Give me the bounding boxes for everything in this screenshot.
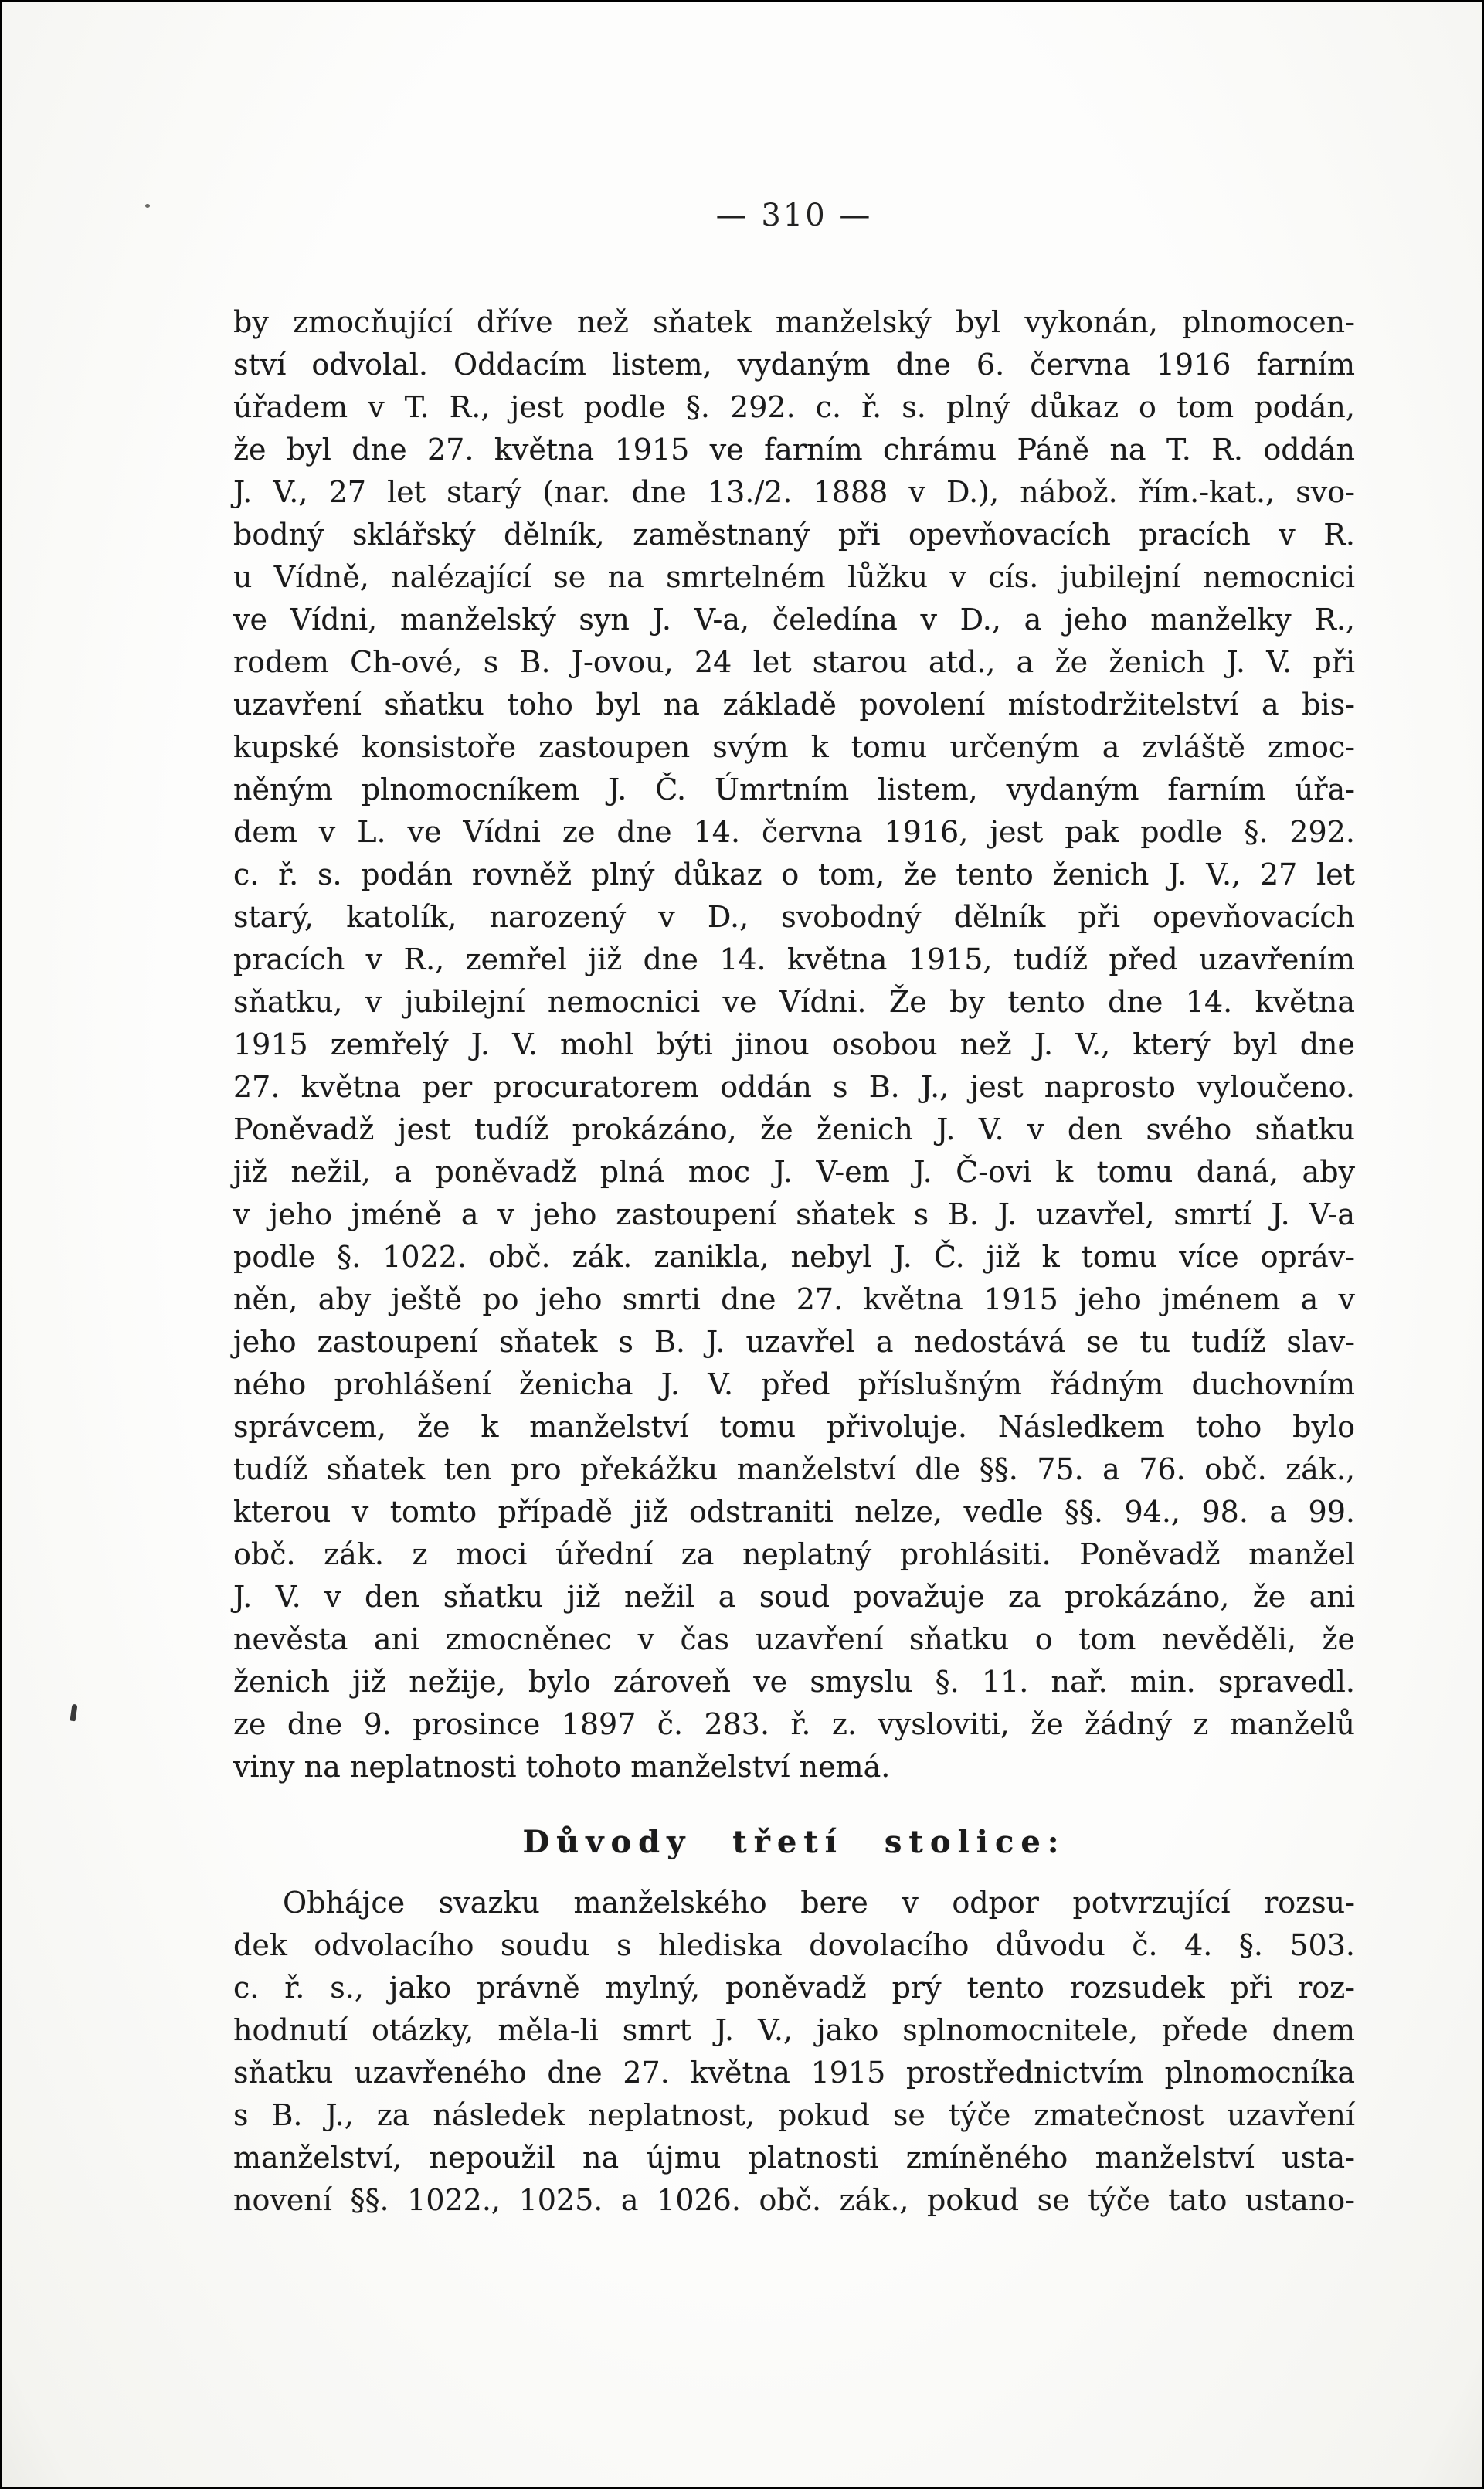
text-line: dem v L. ve Vídni ze dne 14. června 1916, jest pak podle §. 292. xyxy=(233,815,1355,849)
text-line: by zmocňující dříve než sňatek manželský byl vykonán, plnomocen- xyxy=(233,305,1355,339)
text-line: starý, katolík, narozený v D., svobodný dělník při opevňovacích xyxy=(233,900,1355,934)
text-line: ství odvolal. Oddacím listem, vydaným dne 6. června 1916 farním xyxy=(233,348,1355,382)
text-line: J. V. v den sňatku již nežil a soud považuje za prokázáno, že ani xyxy=(233,1580,1355,1614)
text-line: něn, aby ještě po jeho smrti dne 27. května 1915 jeho jménem a v xyxy=(233,1282,1355,1316)
text-line: 27. května per procuratorem oddán s B. J., jest naprosto vyloučeno. xyxy=(233,1070,1355,1104)
text-line: dek odvolacího soudu s hlediska dovolacího důvodu č. 4. §. 503. xyxy=(233,1928,1355,1962)
text-line: pracích v R., zemřel již dne 14. května 1915, tudíž před uzavřením xyxy=(233,942,1355,976)
text-line: ze dne 9. prosince 1897 č. 283. ř. z. vysloviti, že žádný z manželů xyxy=(233,1707,1355,1741)
text-line: ve Vídni, manželský syn J. V-a, čeledína v D., a jeho manželky R., xyxy=(233,603,1355,637)
text-line: sňatku, v jubilejní nemocnici ve Vídni. Že by tento dne 14. května xyxy=(233,985,1355,1019)
text-block xyxy=(233,301,1355,2222)
scan-noise-dot xyxy=(145,204,150,208)
text-line: Poněvadž jest tudíž prokázáno, že ženich J. V. v den svého sňatku xyxy=(233,1112,1355,1146)
paragraph-third-instance-reasons xyxy=(233,1882,1355,2222)
text-line: sňatku uzavřeného dne 27. května 1915 prostřednictvím plnomocníka xyxy=(233,2056,1355,2090)
text-line: v jeho jméně a v jeho zastoupení sňatek s B. J. uzavřel, smrtí J. V-a xyxy=(233,1197,1355,1231)
text-line: jeho zastoupení sňatek s B. J. uzavřel a nedostává se tu tudíž slav- xyxy=(233,1325,1355,1359)
paragraph-second-instance-reasons xyxy=(233,301,1355,1788)
text-line: Obhájce svazku manželského bere v odpor potvrzující rozsu- xyxy=(283,1886,1355,1920)
text-line: manželství, nepoužil na újmu platnosti zmíněného manželství usta- xyxy=(233,2141,1355,2175)
text-line: ženich již nežije, bylo zároveň ve smyslu §. 11. nař. min. spravedl. xyxy=(233,1665,1355,1699)
text-line: obč. zák. z moci úřední za neplatný prohlásiti. Poněvadž manžel xyxy=(233,1537,1355,1571)
text-line: c. ř. s. podán rovněž plný důkaz o tom, že tento ženich J. V., 27 let xyxy=(233,857,1355,891)
text-line: že byl dne 27. května 1915 ve farním chrámu Páně na T. R. oddán xyxy=(233,433,1355,467)
text-line: něným plnomocníkem J. Č. Úmrtním listem, vydaným farním úřa- xyxy=(233,773,1355,806)
text-line: správcem, že k manželství tomu přivoluje. Následkem toho bylo xyxy=(233,1410,1355,1444)
section-heading-third-instance-reasons: Důvody třetí stolice: xyxy=(522,1824,1066,1860)
page-number: — 310 — xyxy=(715,198,873,233)
text-line: viny na neplatnosti tohoto manželství nemá. xyxy=(233,1750,891,1784)
text-line: s B. J., za následek neplatnost, pokud se týče zmatečnost uzavření xyxy=(233,2098,1355,2132)
text-line: již nežil, a poněvadž plná moc J. V-em J. Č-ovi k tomu daná, aby xyxy=(233,1155,1355,1189)
text-line: ného prohlášení ženicha J. V. před příslušným řádným duchovním xyxy=(233,1367,1355,1401)
text-line: 1915 zemřelý J. V. mohl býti jinou osobou než J. V., který byl dne xyxy=(233,1027,1355,1061)
text-line: úřadem v T. R., jest podle §. 292. c. ř. s. plný důkaz o tom podán, xyxy=(233,390,1355,424)
scan-noise-mark xyxy=(70,1704,78,1722)
text-line: c. ř. s., jako právně mylný, poněvadž prý tento rozsudek při roz- xyxy=(233,1971,1355,2005)
text-line: hodnutí otázky, měla-li smrt J. V., jako splnomocnitele, přede dnem xyxy=(233,2013,1355,2047)
text-line: J. V., 27 let starý (nar. dne 13./2. 1888 v D.), nábož. řím.-kat., svo- xyxy=(233,475,1355,509)
text-line: bodný sklářský dělník, zaměstnaný při opevňovacích pracích v R. xyxy=(233,518,1355,552)
text-line: kupské konsistoře zastoupen svým k tomu určeným a zvláště zmoc- xyxy=(233,730,1355,764)
text-line: rodem Ch-ové, s B. J-ovou, 24 let starou atd., a že ženich J. V. při xyxy=(233,645,1355,679)
text-line: podle §. 1022. obč. zák. zanikla, nebyl J. Č. již k tomu více opráv- xyxy=(233,1240,1355,1274)
text-line: u Vídně, nalézající se na smrtelném lůžku v cís. jubilejní nemocnici xyxy=(233,560,1355,594)
text-line: tudíž sňatek ten pro překážku manželství dle §§. 75. a 76. obč. zák., xyxy=(233,1452,1355,1486)
text-line: kterou v tomto případě již odstraniti nelze, vedle §§. 94., 98. a 99. xyxy=(233,1495,1355,1529)
text-line: nevěsta ani zmocněnec v čas uzavření sňatku o tom nevěděli, že xyxy=(233,1622,1355,1656)
text-line: novení §§. 1022., 1025. a 1026. obč. zák., pokud se týče tato ustano- xyxy=(233,2183,1355,2217)
text-line: uzavření sňatku toho byl na základě povolení místodržitelství a bis- xyxy=(233,688,1355,722)
